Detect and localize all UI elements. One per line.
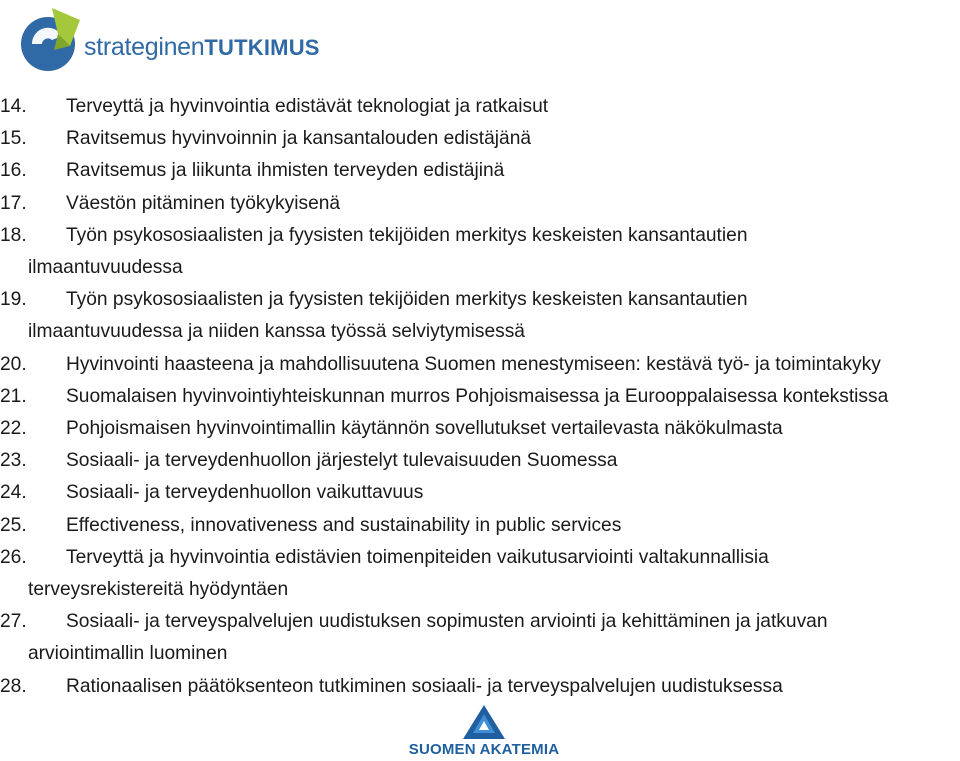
topic-text — [28, 220, 960, 284]
list-item — [0, 477, 960, 509]
topic-text — [28, 542, 960, 606]
topic-line: Sosiaali- ja terveydenhuollon vaikuttavuus — [66, 482, 424, 504]
topic-line: Effectiveness, innovativeness and sustainability in public services — [66, 514, 622, 536]
topic-text — [66, 123, 960, 155]
topic-number: 14. — [0, 96, 27, 117]
akatemia-mark-icon — [462, 704, 506, 740]
topic-text — [66, 155, 960, 187]
list-item — [0, 91, 960, 123]
topic-number: 21. — [0, 385, 27, 407]
topic-text — [66, 445, 960, 477]
topic-line: Pohjoismaisen hyvinvointimallin käytännön sovellutukset vertailevasta näkökulmasta — [66, 418, 783, 440]
list-item — [0, 542, 960, 606]
topic-number: 16. — [0, 160, 27, 182]
suomen-akatemia-logo — [404, 704, 564, 760]
topic-line: Työn psykososiaalisten ja fyysisten tekijöiden merkitys keskeisten kansantautien — [66, 289, 748, 311]
list-item — [0, 445, 960, 477]
list-item — [0, 188, 960, 220]
topic-number: 22. — [0, 418, 27, 440]
topic-number: 27. — [0, 611, 27, 633]
logo-word-strateginen: strateginen — [84, 33, 205, 61]
topic-number: 28. — [0, 675, 27, 697]
topic-line-continuation: ilmaantuvuudessa ja niiden kanssa työssä selviytymisessä — [28, 321, 525, 343]
topic-number: 25. — [0, 514, 27, 536]
topic-number: 20. — [0, 353, 27, 375]
list-item — [0, 349, 960, 381]
topic-line: Hyvinvointi haasteena ja mahdollisuutena Suomen menestymiseen: kestävä työ- ja toimintakyky — [66, 353, 881, 375]
topic-line: Sosiaali- ja terveydenhuollon järjestelyt tulevaisuuden Suomessa — [66, 450, 618, 472]
topic-text — [66, 188, 960, 220]
list-item — [0, 284, 960, 348]
topic-text — [66, 413, 960, 445]
topic-text — [66, 510, 960, 542]
topic-number: 24. — [0, 482, 27, 504]
topic-text — [66, 349, 960, 381]
topic-line: Terveyttä ja hyvinvointia edistävien toimenpiteiden vaikutusarviointi valtakunnallisia — [66, 546, 769, 568]
topic-line: Terveyttä ja hyvinvointia edistävät teknologiat ja ratkaisut — [66, 96, 549, 117]
topic-line-continuation: ilmaantuvuudessa — [28, 257, 183, 279]
topic-line: Rationaalisen päätöksenteon tutkiminen sosiaali- ja terveyspalvelujen uudistuksessa — [66, 675, 783, 697]
topic-text — [66, 477, 960, 509]
list-item — [0, 220, 960, 284]
topic-number: 18. — [0, 224, 27, 246]
topic-line: Ravitsemus ja liikunta ihmisten terveyden edistäjinä — [66, 160, 505, 182]
list-item — [0, 155, 960, 187]
topic-text — [66, 671, 960, 703]
topic-text — [28, 606, 960, 670]
topic-number: 19. — [0, 289, 27, 311]
logo-mark-icon — [18, 4, 88, 76]
topic-line: Suomalaisen hyvinvointiyhteiskunnan murros Pohjoismaisessa ja Eurooppalaisessa kontekstissa — [66, 385, 889, 407]
topic-number: 26. — [0, 546, 27, 568]
topic-line-continuation: terveysrekistereitä hyödyntäen — [28, 579, 289, 601]
topic-number: 17. — [0, 192, 27, 214]
topic-list — [0, 91, 960, 703]
topic-text — [66, 381, 960, 413]
topic-text — [28, 284, 960, 348]
topic-line: Sosiaali- ja terveyspalvelujen uudistuksen sopimusten arviointi ja kehittäminen ja jatkuvan — [66, 611, 828, 633]
topic-line-continuation: arviointimallin luominen — [28, 643, 228, 665]
list-item — [0, 606, 960, 670]
list-item — [0, 123, 960, 155]
topic-line: Ravitsemus hyvinvoinnin ja kansantalouden edistäjänä — [66, 128, 532, 150]
list-item — [0, 413, 960, 445]
list-item — [0, 381, 960, 413]
list-item — [0, 510, 960, 542]
list-item — [0, 671, 960, 703]
topic-number: 23. — [0, 450, 27, 472]
strateginen-tutkimus-logo — [18, 4, 318, 76]
logo-wordmark — [84, 32, 320, 63]
topic-text — [66, 91, 960, 123]
akatemia-wordmark: SUOMEN AKATEMIA — [408, 741, 560, 758]
logo-word-tutkimus: TUTKIMUS — [204, 35, 320, 60]
topic-number: 15. — [0, 128, 27, 150]
topic-line: Työn psykososiaalisten ja fyysisten tekijöiden merkitys keskeisten kansantautien — [66, 224, 748, 246]
topic-line: Väestön pitäminen työkykyisenä — [66, 192, 341, 214]
